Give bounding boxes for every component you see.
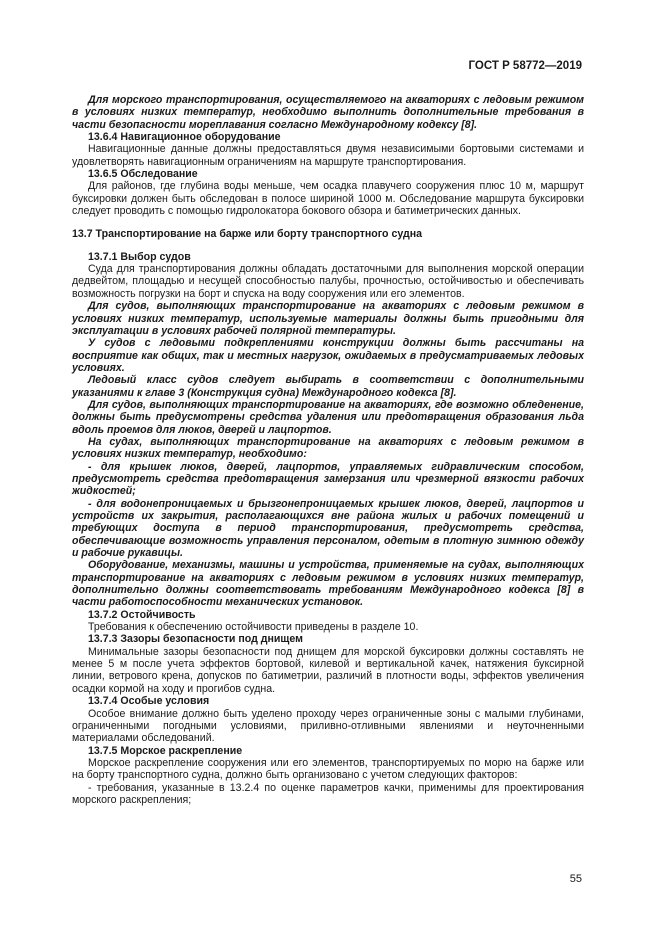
paragraph: - для водонепроницаемых и брызгонепроницаемых крышек люков, дверей, лацпортов и устройств их закрытия, располагающихся вне района жилых и рабочих помещений и требующих доступа в период транспортирования, предусмотреть средства, обеспечивающие возможность управления персоналом, одетым в плотную зимнюю одежду и рабочие рукавицы. (72, 497, 584, 560)
paragraph: - требования, указанные в 13.2.4 по оценке параметров качки, применимы для проектирования морского раскрепления; (72, 781, 584, 806)
paragraph: На судах, выполняющих транспортирование на акваториях с ледовым режимом в условиях низких температур, необходимо: (72, 435, 584, 461)
paragraph: Минимальные зазоры безопасности под днищем для морской буксировки должны составлять не менее 5 м после учета эффектов бортовой, килевой и вертикальной качек, натяжения буксирной линии, ветрового крена, допусков по батиметрии, различий в плотности воды, эффектов увеличения осадки кормой на ходу и прогибов судна. (72, 645, 584, 695)
paragraph: 13.7.1 Выбор судов (88, 250, 191, 263)
document-standard-id: ГОСТ Р 58772—2019 (468, 60, 582, 72)
paragraph: Для судов, выполняющих транспортирование на акваториях, где возможно обледенение, должны быть предусмотрены средства удаления или предотвращения образования льда вдоль проемов для люков, дверей и лацпортов. (72, 398, 584, 436)
paragraph: 13.7.5 Морское раскрепление (88, 744, 243, 757)
paragraph: Ледовый класс судов следует выбирать в соответствии с дополнительными указаниями к главе 3 (Конструкция судна) Международного кодекса [8]. (72, 374, 584, 399)
paragraph: 13.7.4 Особые условия (88, 695, 210, 708)
document-body (72, 94, 584, 806)
paragraph: Оборудование, механизмы, машины и устройства, применяемые на судах, выполняющих транспортирование на акваториях с ледовым режимом в условиях низких температур, дополнительно должны соответствовать требованиям Международного кодекса [8] в части работоспособности механических установок. (72, 559, 584, 609)
paragraph: Для морского транспортирования, осуществляемого на акваториях с ледовым режимом в условиях низких температур, необходимо выполнить дополнительные требования в части безопасности мореплавания согласно Международному кодексу [8]. (72, 94, 584, 131)
paragraph: 13.7 Транспортирование на барже или борту транспортного судна (72, 228, 422, 241)
paragraph: Навигационные данные должны предоставляться двумя независимыми бортовыми системами и удовлетворять навигационным ограничениям на маршруте транспортирования. (72, 143, 584, 168)
paragraph: Суда для транспортирования должны обладать достаточными для выполнения морской операции дедвейтом, площадью и несущей способностью палубы, прочностью, остойчивостью и обеспечивать возможность погрузки на борт и спуска на воду сооружения или его элементов. (72, 263, 584, 300)
paragraph: 13.6.5 Обследование (88, 168, 198, 181)
paragraph: Требования к обеспечению остойчивости приведены в разделе 10. (88, 621, 419, 634)
paragraph: 13.7.3 Зазоры безопасности под днищем (88, 633, 303, 646)
paragraph: У судов с ледовыми подкреплениями конструкции должны быть рассчитаны на восприятие как общих, так и местных нагрузок, ожидаемых в предусматриваемых ледовых условиях. (72, 337, 584, 374)
paragraph: Для районов, где глубина воды меньше, чем осадка плавучего сооружения плюс 10 м, маршрут буксировки должен быть обследован в полосе шириной 1000 м. Обследование маршрута буксировки следует проводить с помощью гидролокатора бокового обзора и батиметрических данных. (72, 180, 584, 218)
page-number: 55 (569, 873, 582, 885)
paragraph: 13.7.2 Остойчивость (88, 608, 196, 621)
paragraph: 13.6.4 Навигационное оборудование (88, 131, 281, 144)
paragraph: - для крышек люков, дверей, лацпортов, управляемых гидравлическим способом, предусмотреть средства предотвращения замерзания или чрезмерной вязкости рабочих жидкостей; (72, 460, 584, 498)
paragraph: Для судов, выполняющих транспортирование на акваториях с ледовым режимом в условиях низких температур, используемые материалы должны быть пригодными для эксплуатации в условиях рабочей полярной температуры. (72, 300, 584, 337)
paragraph: Особое внимание должно быть уделено проходу через ограниченные зоны с малыми глубинами, ограниченными погодными условиями, приливно-отливными явлениями и неуточненными материалами обследований. (72, 707, 584, 745)
paragraph: Морское раскрепление сооружения или его элементов, транспортируемых по морю на барже или на борту транспортного судна, должно быть организовано с учетом следующих факторов: (72, 756, 584, 782)
